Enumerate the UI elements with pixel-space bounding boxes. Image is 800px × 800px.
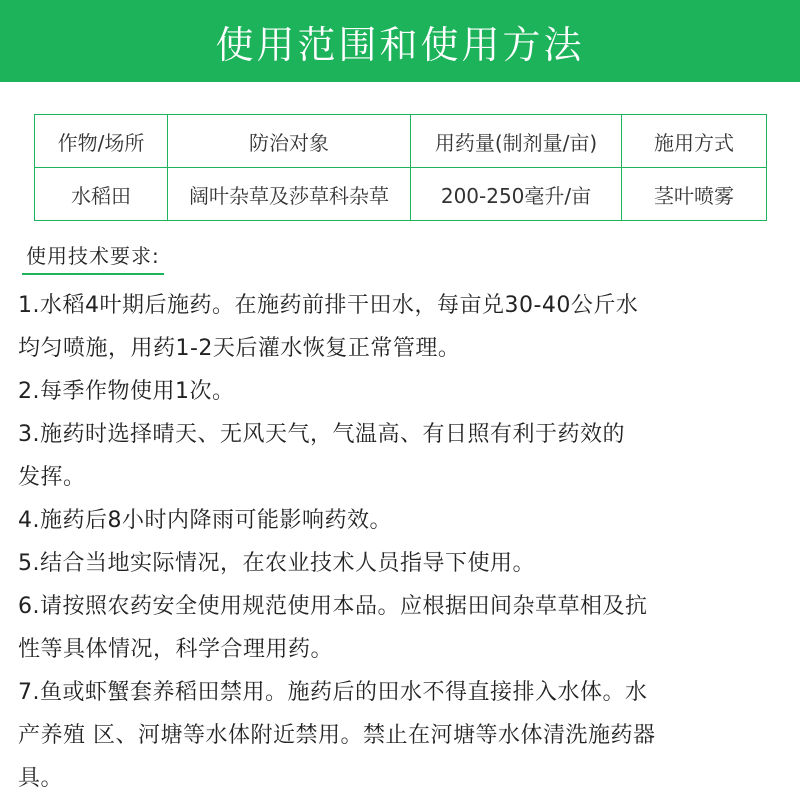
requirements-heading bbox=[22, 240, 164, 271]
column-header-dosage: 用药量(制剂量/亩) bbox=[411, 115, 622, 168]
usage-table bbox=[34, 114, 762, 221]
text-line: 3.施药时选择晴天、无风天气，气温高、有日照有利于药效的 bbox=[18, 422, 625, 447]
column-header-crop: 作物/场所 bbox=[35, 115, 168, 168]
cell-method: 茎叶喷雾 bbox=[622, 168, 767, 221]
text-line: 发挥。 bbox=[18, 465, 86, 490]
text-line: 4.施药后8小时内降雨可能影响药效。 bbox=[18, 508, 392, 533]
table-row bbox=[35, 168, 767, 221]
heading-underline bbox=[22, 273, 164, 275]
text-line: 具。 bbox=[18, 766, 64, 791]
cell-crop: 水稻田 bbox=[35, 168, 168, 221]
text-line: 7.鱼或虾蟹套养稻田禁用。施药后的田水不得直接排入水体。水 bbox=[18, 680, 648, 705]
text-line: 均匀喷施，用药1-2天后灌水恢复正常管理。 bbox=[18, 336, 461, 361]
text-line: 1.水稻4叶期后施药。在施药前排干田水，每亩兑30-40公斤水 bbox=[18, 293, 639, 318]
requirements-heading-text: 使用技术要求: bbox=[26, 244, 160, 268]
page-title: 使用范围和使用方法 bbox=[215, 22, 585, 67]
text-line: 5.结合当地实际情况，在农业技术人员指导下使用。 bbox=[18, 551, 535, 576]
column-header-target: 防治对象 bbox=[168, 115, 411, 168]
cell-dosage: 200-250毫升/亩 bbox=[411, 168, 622, 221]
requirements-list bbox=[18, 284, 788, 800]
text-line: 6.请按照农药安全使用规范使用本品。应根据田间杂草草相及抗 bbox=[18, 594, 648, 619]
column-header-method: 施用方式 bbox=[622, 115, 767, 168]
text-line: 性等具体情况，科学合理用药。 bbox=[18, 637, 334, 662]
table-header-row bbox=[35, 115, 767, 168]
text-line: 产养殖 区、河塘等水体附近禁用。禁止在河塘等水体清洗施药器 bbox=[18, 723, 656, 748]
cell-target: 阔叶杂草及莎草科杂草 bbox=[168, 168, 411, 221]
text-line: 2.每季作物使用1次。 bbox=[18, 379, 235, 404]
header-banner bbox=[0, 0, 800, 82]
